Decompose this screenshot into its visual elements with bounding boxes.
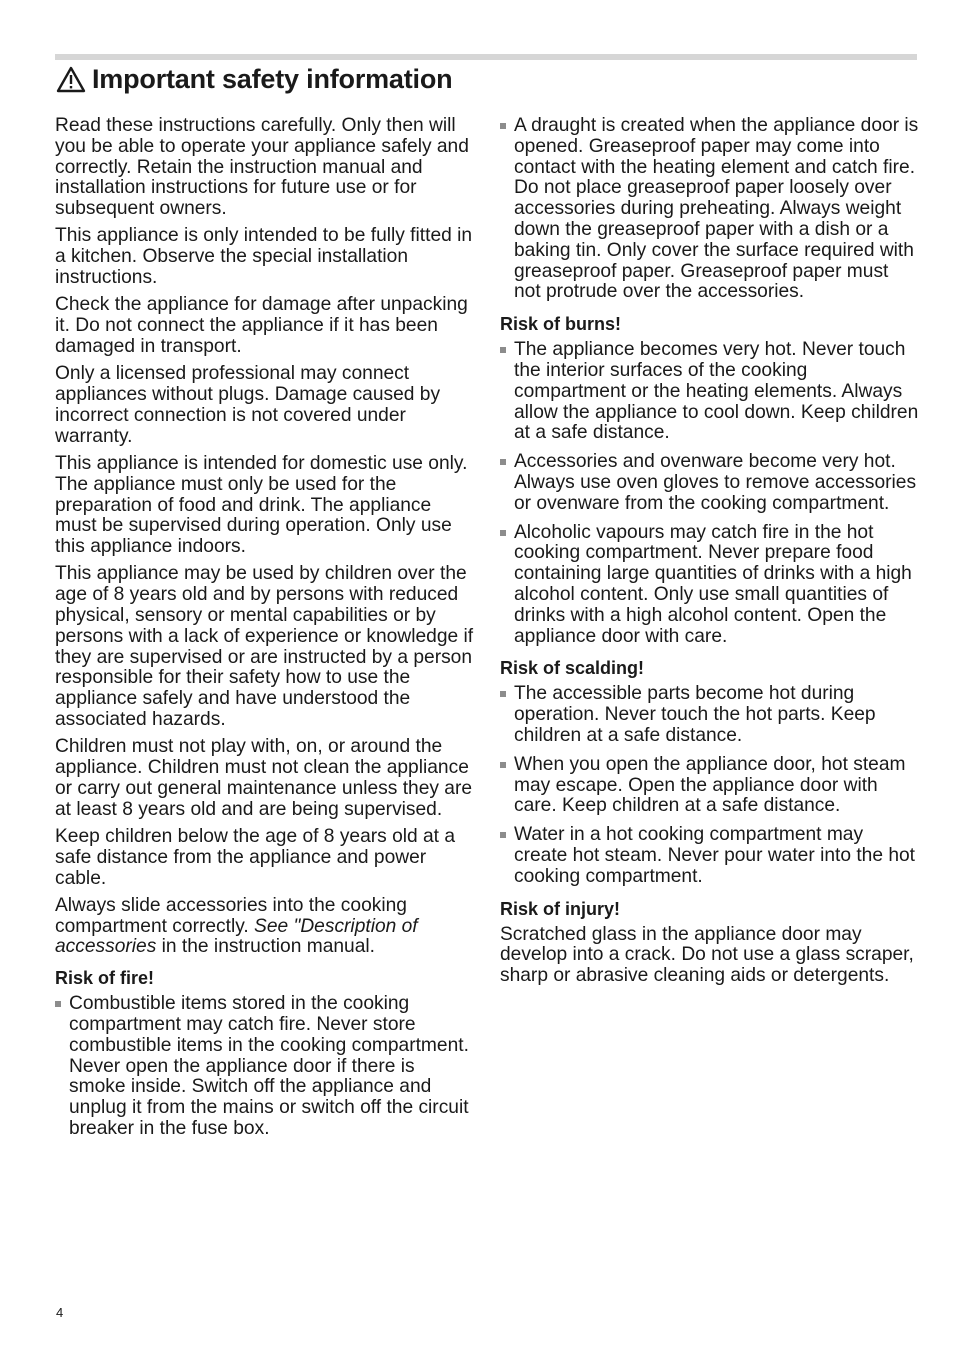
list-item: Combustible items stored in the cooking compartment may catch fire. Never store combustible items in the cooking compartment. Never open the appliance door if there is smoke inside. Switch off the appliance and unplug it from the mains or switch off the circuit breaker in the fuse box. bbox=[55, 994, 475, 1140]
kitchen-paragraph: This appliance is only intended to be fully fitted in a kitchen. Observe the special installation instructions. bbox=[55, 225, 473, 289]
children-distance-paragraph: Keep children below the age of 8 years old at a safe distance from the appliance and power cable. bbox=[55, 826, 456, 889]
left-column bbox=[55, 116, 475, 1148]
risk-of-fire-list bbox=[55, 994, 475, 1140]
list-item: The appliance becomes very hot. Never touch the interior surfaces of the cooking compartment or the heating elements. Always allow the appliance to cool down. Keep children at a safe distance. bbox=[500, 340, 920, 444]
right-column bbox=[500, 116, 920, 993]
page-heading bbox=[56, 62, 452, 96]
bullet-icon bbox=[500, 691, 506, 697]
accessories-paragraph bbox=[55, 896, 475, 958]
accessories-tail: in the instruction manual. bbox=[161, 936, 375, 958]
children-play-paragraph: Children must not play with, on, or around the appliance. Children must not clean the appliance or carry out general maintenance unless they are at least 8 years old and are being supervised. bbox=[55, 736, 473, 820]
bullet-icon bbox=[500, 347, 506, 353]
risk-of-scalding-list bbox=[500, 684, 920, 887]
bullet-icon bbox=[500, 123, 506, 129]
list-item: The accessible parts become hot during operation. Never touch the hot parts. Keep children at a safe distance. bbox=[500, 684, 920, 746]
list-item: Accessories and ovenware become very hot. Always use oven gloves to remove accessories or ovenware from the cooking compartment. bbox=[500, 452, 920, 514]
list-item: When you open the appliance door, hot steam may escape. Open the appliance door with care. Keep children at a safe distance. bbox=[500, 755, 920, 817]
risk-of-fire-list-continued bbox=[500, 116, 920, 303]
risk-of-scalding-heading: Risk of scalding! bbox=[500, 658, 645, 679]
risk-of-injury-text: Scratched glass in the appliance door may develop into a crack. Do not use a glass scraper, sharp or abrasive cleaning aids or detergents. bbox=[500, 923, 914, 987]
warning-triangle-icon bbox=[56, 66, 86, 93]
bullet-icon bbox=[500, 832, 506, 838]
licensed-professional-paragraph: Only a licensed professional may connect appliances without plugs. Damage caused by incorrect connection is not covered under warranty. bbox=[55, 363, 441, 447]
intro-paragraph: Read these instructions carefully. Only then will you be able to operate your appliance safely and correctly. Retain the instruction manual and installation instructions for future use or for subsequent owners. bbox=[55, 115, 469, 220]
risk-of-burns-list bbox=[500, 340, 920, 647]
header-rule bbox=[55, 54, 917, 60]
risk-of-injury-heading: Risk of injury! bbox=[500, 898, 621, 919]
page-title: Important safety information bbox=[92, 63, 453, 94]
accessories-text: Always slide accessories into the cooking compartment correctly. bbox=[55, 894, 407, 937]
damage-check-paragraph: Check the appliance for damage after unpacking it. Do not connect the appliance if it has been damaged in transport. bbox=[55, 294, 468, 357]
list-item: Water in a hot cooking compartment may create hot steam. Never pour water into the hot cooking compartment. bbox=[500, 825, 920, 887]
domestic-use-paragraph: This appliance is intended for domestic use only. The appliance must only be used for the preparation of food and drink. The appliance must be supervised during operation. Only use this appliance indoors. bbox=[55, 452, 468, 558]
bullet-icon bbox=[55, 1001, 61, 1007]
children-persons-paragraph: This appliance may be used by children over the age of 8 years old and by persons with reduced physical, sensory or mental capabilities or by persons with a lack of experience or knowledge if they are supervised or are instructed by a person responsible for their safety how to use the appliance safely and have understood the associated hazards. bbox=[55, 563, 474, 731]
risk-of-burns-heading: Risk of burns! bbox=[500, 314, 622, 335]
bullet-icon bbox=[500, 459, 506, 465]
list-item: A draught is created when the appliance door is opened. Greaseproof paper may come into contact with the heating element and catch fire. Do not place greaseproof paper loosely over accessories during preheating. Always weight down the greaseproof paper with a dish or a baking tin. Only cover the surface required with greaseproof paper. Greaseproof paper must not protrude over the accessories. bbox=[500, 116, 920, 303]
page-number: 4 bbox=[56, 1305, 64, 1320]
bullet-icon bbox=[500, 530, 506, 536]
risk-of-fire-heading: Risk of fire! bbox=[55, 968, 155, 989]
accessories-reference: See "Description of accessories bbox=[55, 915, 418, 958]
list-item: Alcoholic vapours may catch fire in the hot cooking compartment. Never prepare food containing large quantities of drinks with a high alcohol content. Only use small quantities of drinks with a high alcohol content. Open the appliance door with care. bbox=[500, 523, 920, 648]
bullet-icon bbox=[500, 762, 506, 768]
